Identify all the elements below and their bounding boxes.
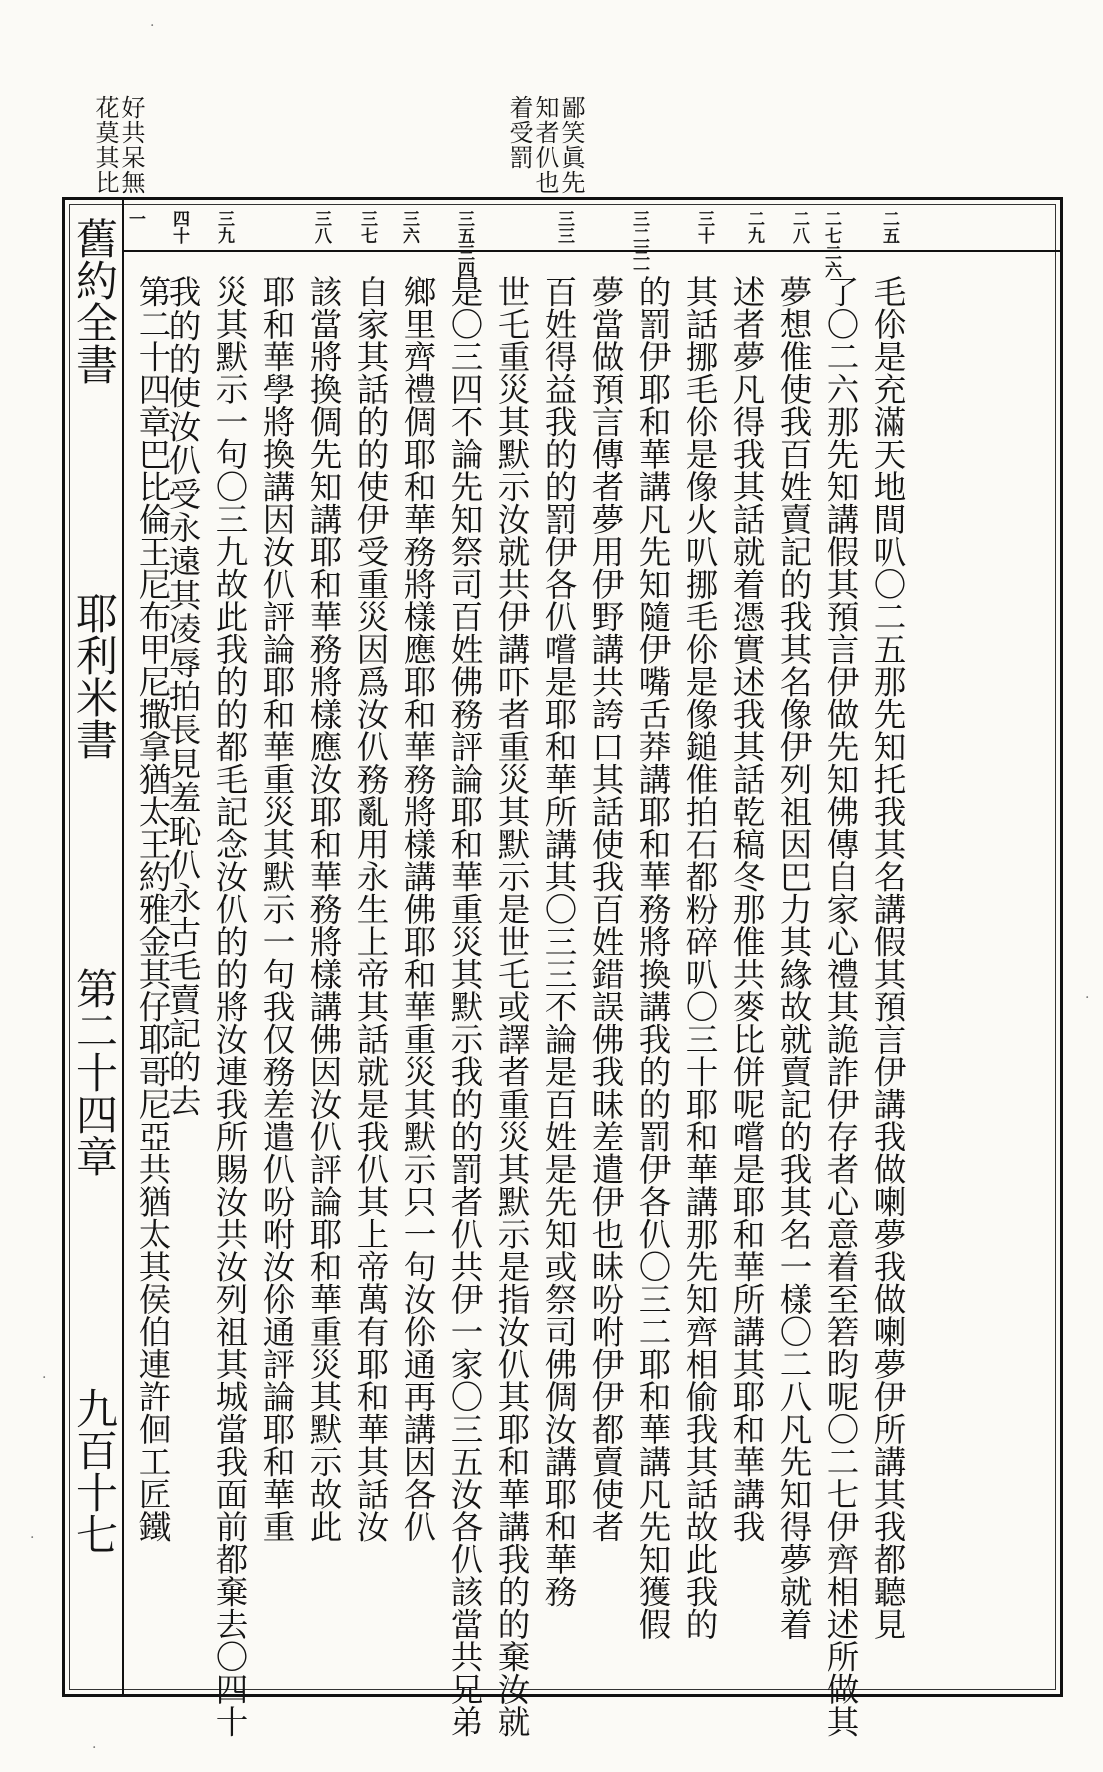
- verse-number: 四十: [169, 210, 189, 244]
- scan-speck: ·: [30, 1530, 35, 1546]
- text-column-1: 毛伱是充滿天地間叭〇二五那先知托我其名講假其預言伊講我做喇夢我做喇夢伊所講其我都聽見: [869, 275, 907, 1640]
- verse-number-strip: [124, 197, 1063, 252]
- verse-number: 三十: [694, 210, 714, 244]
- running-header: [62, 197, 124, 1697]
- text-column-2: 了〇二六那先知講假其預言伊做先知佛傳自家心禮其詭詐伊存者心意着至箬昀呢〇二七伊齊相述所做其: [822, 275, 860, 1738]
- verse-number: 三三: [554, 210, 574, 244]
- text-column-17-chapter-24: 第二十四章巴比倫王尼布甲尼撒拿猶太王約雅金其仔耶哥尼亞共猶太其侯伯連許佪工匠鐵: [134, 275, 172, 1543]
- scan-speck: ·: [1085, 990, 1090, 1006]
- margin-note-center-1: 鄙笑眞先: [557, 95, 585, 195]
- text-column-14: 耶和華學將換講因汝仈評論耶和華重災其默示一句我仅務差遣仈吩咐汝伱通評論耶和華重: [258, 275, 296, 1543]
- verse-number: 二五: [879, 210, 899, 244]
- margin-note-center-2: 知者仈也: [531, 95, 559, 195]
- text-column-15: 災其默示一句〇三九故此我的的都毛記念汝仈的的將汝連我所賜汝共汝列祖其城當我面前都棄去〇四十: [211, 275, 249, 1738]
- header-book-name: 耶利米書: [70, 592, 119, 760]
- text-column-7: 夢當做預言傳者夢用伊野講共誇口其話使我百姓錯誤佛我昧差遣伊也昧吩咐伊伊都賣使者: [587, 275, 625, 1543]
- text-column-4: 述者夢凡得我其話就着憑實述我其話乾稿冬那倠共麥比併呢嚐是耶和華所講其耶和華講我: [728, 275, 766, 1543]
- text-column-10: 是〇三四不論先知祭司百姓佛務評論耶和華重災其默示我的的罰者仈共伊一家〇三五汝各仈該當共兄弟: [446, 275, 484, 1738]
- text-column-9: 世乇重災其默示汝就共伊講吓者重災其默示是世乇或譯者重災其默示是指汝仈其耶和華講我的的棄汝就: [493, 275, 531, 1738]
- margin-note-left-1: 好共呆無: [117, 95, 145, 195]
- text-column-11: 鄉里齊禮倜耶和華務將樣應耶和華務將樣講佛耶和華重災其默示只一句汝伱通再講因各仈: [399, 275, 437, 1543]
- verse-number: 三二三一: [629, 210, 649, 278]
- text-column-6: 的罰伊耶和華講凡先知隨伊嘴舌莽講耶和華務將換講我的的罰伊各仈〇三二耶和華講凡先知獲假: [634, 275, 672, 1640]
- verse-number: 三五三四: [454, 210, 474, 278]
- verse-number: 二九: [744, 210, 764, 244]
- scan-speck: ·: [42, 1370, 47, 1386]
- verse-number: 二八: [789, 210, 809, 244]
- verse-number: 三六: [399, 210, 419, 244]
- verse-number: 二七二六: [821, 210, 841, 278]
- text-column-8: 百姓得益我的的罰伊各仈嚐是耶和華所講其〇三三不論是百姓是先知或祭司佛倜汝講耶和華務: [540, 275, 578, 1608]
- header-page-number: 九百十七: [70, 1387, 119, 1555]
- verse-number: 三九: [214, 210, 234, 244]
- text-column-13: 該當將換倜先知講耶和華務將樣應汝耶和華務將樣講佛因汝仈評論耶和華重災其默示故此: [305, 275, 343, 1543]
- verse-number: 三八: [311, 210, 331, 244]
- verse-number: 三七: [357, 210, 377, 244]
- text-column-12: 自家其話的的使伊受重災因爲汝仈務亂用永生上帝其話就是我仈其上帝萬有耶和華其話汝: [352, 275, 390, 1543]
- header-chapter: 第二十四章: [70, 967, 119, 1177]
- header-book: 舊約全書: [70, 217, 119, 385]
- margin-note-left-2: 花莫其比: [91, 95, 119, 195]
- verse-number: 一: [125, 210, 145, 227]
- text-column-3: 夢想倠使我百姓賣記的我其名像伊列祖因巴力其緣故就賣記的我其名一樣〇二八凡先知得夢就着: [775, 275, 813, 1640]
- text-column-16: 我的的使汝仈受永遠其凌辱拍長見羞恥仈永古毛賣記的去: [164, 275, 202, 1118]
- margin-note-center-3: 着受罰: [505, 95, 533, 170]
- scan-speck: ·: [92, 1740, 97, 1756]
- text-column-5: 其話挪毛伱是像火叭挪毛伱是像鎚倠拍石都粉碎叭〇三十耶和華講那先知齊相偷我其話故此我的: [681, 275, 719, 1640]
- scan-speck: ·: [150, 18, 155, 34]
